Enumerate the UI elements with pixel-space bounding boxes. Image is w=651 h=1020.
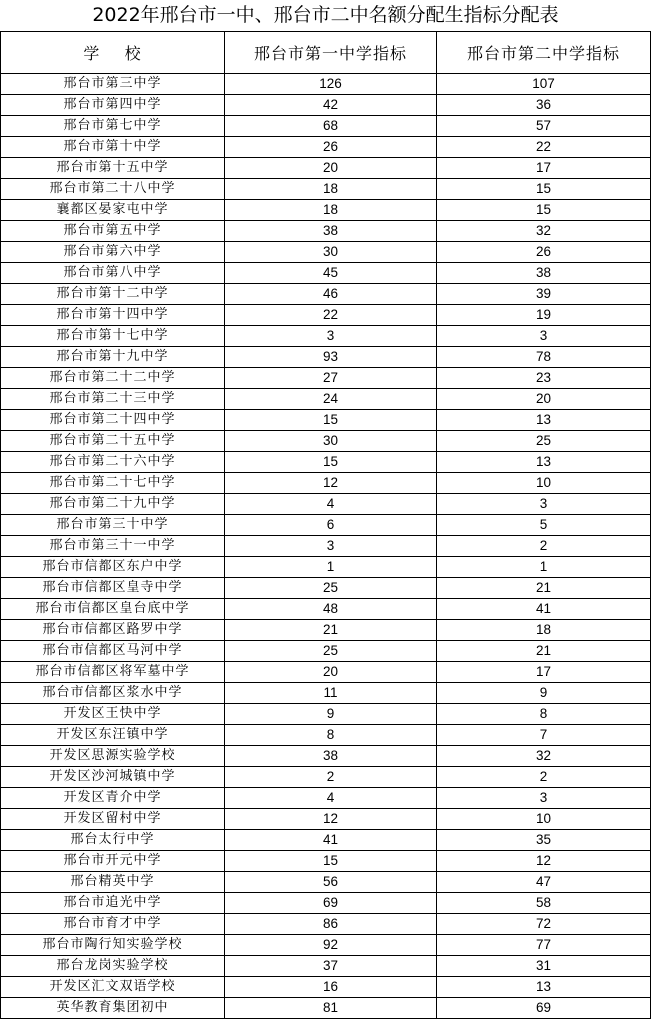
school-name-cell: 开发区沙河城镇中学 [1, 767, 225, 788]
first-school-quota-cell: 69 [225, 893, 437, 914]
first-school-quota-cell: 16 [225, 977, 437, 998]
school-name-cell: 开发区青介中学 [1, 788, 225, 809]
table-row [1, 557, 651, 578]
second-school-quota-cell: 32 [437, 746, 651, 767]
second-school-quota-cell: 41 [437, 599, 651, 620]
table-row [1, 410, 651, 431]
second-school-quota-cell: 10 [437, 473, 651, 494]
first-school-quota-cell: 12 [225, 809, 437, 830]
first-school-quota-cell: 45 [225, 263, 437, 284]
first-school-quota-cell: 93 [225, 347, 437, 368]
first-school-quota-cell: 42 [225, 95, 437, 116]
table-row [1, 137, 651, 158]
table-row [1, 95, 651, 116]
first-school-quota-cell: 12 [225, 473, 437, 494]
table-row [1, 200, 651, 221]
second-school-quota-cell: 23 [437, 368, 651, 389]
table-row [1, 914, 651, 935]
second-school-quota-cell: 1 [437, 557, 651, 578]
table-row [1, 704, 651, 725]
school-name-cell: 邢台市第二十五中学 [1, 431, 225, 452]
first-school-quota-cell: 20 [225, 662, 437, 683]
second-school-quota-cell: 2 [437, 767, 651, 788]
school-name-cell: 邢台市开元中学 [1, 851, 225, 872]
table-row [1, 872, 651, 893]
second-school-quota-cell: 58 [437, 893, 651, 914]
first-school-quota-cell: 38 [225, 746, 437, 767]
school-name-cell: 邢台市信都区皇寺中学 [1, 578, 225, 599]
first-school-quota-cell: 4 [225, 494, 437, 515]
school-name-cell: 开发区东汪镇中学 [1, 725, 225, 746]
first-school-quota-cell: 18 [225, 179, 437, 200]
first-school-quota-cell: 2 [225, 767, 437, 788]
second-school-quota-cell: 78 [437, 347, 651, 368]
school-name-cell: 邢台市信都区皇台底中学 [1, 599, 225, 620]
header-first-school-quota: 邢台市第一中学指标 [225, 32, 437, 74]
first-school-quota-cell: 15 [225, 851, 437, 872]
table-row [1, 368, 651, 389]
school-name-cell: 邢台市第二十四中学 [1, 410, 225, 431]
table-row [1, 830, 651, 851]
second-school-quota-cell: 19 [437, 305, 651, 326]
first-school-quota-cell: 22 [225, 305, 437, 326]
table-row [1, 221, 651, 242]
first-school-quota-cell: 86 [225, 914, 437, 935]
first-school-quota-cell: 18 [225, 200, 437, 221]
table-row [1, 347, 651, 368]
school-name-cell: 开发区思源实验学校 [1, 746, 225, 767]
table-row [1, 494, 651, 515]
second-school-quota-cell: 107 [437, 74, 651, 95]
school-name-cell: 邢台市育才中学 [1, 914, 225, 935]
second-school-quota-cell: 32 [437, 221, 651, 242]
header-second-school-quota: 邢台市第二中学指标 [437, 32, 651, 74]
first-school-quota-cell: 9 [225, 704, 437, 725]
second-school-quota-cell: 12 [437, 851, 651, 872]
table-row [1, 431, 651, 452]
school-name-cell: 开发区王快中学 [1, 704, 225, 725]
first-school-quota-cell: 6 [225, 515, 437, 536]
table-row [1, 116, 651, 137]
first-school-quota-cell: 46 [225, 284, 437, 305]
table-row [1, 725, 651, 746]
table-row [1, 326, 651, 347]
school-name-cell: 襄都区晏家屯中学 [1, 200, 225, 221]
first-school-quota-cell: 37 [225, 956, 437, 977]
table-row [1, 179, 651, 200]
school-name-cell: 邢台市第二十九中学 [1, 494, 225, 515]
school-name-cell: 邢台市第三十中学 [1, 515, 225, 536]
school-name-cell: 邢台市第六中学 [1, 242, 225, 263]
second-school-quota-cell: 3 [437, 788, 651, 809]
school-name-cell: 邢台市第四中学 [1, 95, 225, 116]
school-name-cell: 邢台市第二十二中学 [1, 368, 225, 389]
second-school-quota-cell: 25 [437, 431, 651, 452]
second-school-quota-cell: 36 [437, 95, 651, 116]
school-name-cell: 邢台市信都区东户中学 [1, 557, 225, 578]
second-school-quota-cell: 22 [437, 137, 651, 158]
second-school-quota-cell: 77 [437, 935, 651, 956]
table-row [1, 746, 651, 767]
school-name-cell: 邢台市第十中学 [1, 137, 225, 158]
school-name-cell: 邢台龙岗实验学校 [1, 956, 225, 977]
school-name-cell: 邢台市第十五中学 [1, 158, 225, 179]
table-row [1, 893, 651, 914]
table-row [1, 305, 651, 326]
school-name-cell: 邢台太行中学 [1, 830, 225, 851]
table-row [1, 851, 651, 872]
first-school-quota-cell: 25 [225, 641, 437, 662]
first-school-quota-cell: 30 [225, 431, 437, 452]
second-school-quota-cell: 17 [437, 158, 651, 179]
school-name-cell: 邢台市第十四中学 [1, 305, 225, 326]
school-name-cell: 邢台市第三中学 [1, 74, 225, 95]
table-body [1, 74, 651, 1019]
first-school-quota-cell: 38 [225, 221, 437, 242]
school-name-cell: 开发区汇文双语学校 [1, 977, 225, 998]
school-name-cell: 邢台市信都区路罗中学 [1, 620, 225, 641]
second-school-quota-cell: 69 [437, 998, 651, 1019]
first-school-quota-cell: 68 [225, 116, 437, 137]
second-school-quota-cell: 21 [437, 578, 651, 599]
table-row [1, 935, 651, 956]
second-school-quota-cell: 7 [437, 725, 651, 746]
second-school-quota-cell: 35 [437, 830, 651, 851]
second-school-quota-cell: 5 [437, 515, 651, 536]
table-row [1, 263, 651, 284]
first-school-quota-cell: 126 [225, 74, 437, 95]
first-school-quota-cell: 4 [225, 788, 437, 809]
second-school-quota-cell: 26 [437, 242, 651, 263]
second-school-quota-cell: 21 [437, 641, 651, 662]
table-row [1, 284, 651, 305]
school-name-cell: 邢台市信都区浆水中学 [1, 683, 225, 704]
first-school-quota-cell: 11 [225, 683, 437, 704]
second-school-quota-cell: 2 [437, 536, 651, 557]
table-row [1, 956, 651, 977]
first-school-quota-cell: 3 [225, 326, 437, 347]
table-row [1, 809, 651, 830]
second-school-quota-cell: 15 [437, 200, 651, 221]
school-name-cell: 邢台精英中学 [1, 872, 225, 893]
table-row [1, 620, 651, 641]
first-school-quota-cell: 21 [225, 620, 437, 641]
school-name-cell: 邢台市第八中学 [1, 263, 225, 284]
table-row [1, 788, 651, 809]
second-school-quota-cell: 8 [437, 704, 651, 725]
school-name-cell: 邢台市第五中学 [1, 221, 225, 242]
table-row [1, 242, 651, 263]
school-name-cell: 邢台市信都区马河中学 [1, 641, 225, 662]
header-school: 学 校 [1, 32, 225, 74]
table-header-row [1, 32, 651, 74]
school-name-cell: 邢台市第二十八中学 [1, 179, 225, 200]
second-school-quota-cell: 13 [437, 410, 651, 431]
school-name-cell: 开发区留村中学 [1, 809, 225, 830]
table-row [1, 767, 651, 788]
first-school-quota-cell: 92 [225, 935, 437, 956]
first-school-quota-cell: 20 [225, 158, 437, 179]
first-school-quota-cell: 81 [225, 998, 437, 1019]
second-school-quota-cell: 13 [437, 452, 651, 473]
second-school-quota-cell: 18 [437, 620, 651, 641]
school-name-cell: 邢台市第十九中学 [1, 347, 225, 368]
first-school-quota-cell: 15 [225, 452, 437, 473]
school-name-cell: 英华教育集团初中 [1, 998, 225, 1019]
table-row [1, 641, 651, 662]
table-row [1, 662, 651, 683]
second-school-quota-cell: 39 [437, 284, 651, 305]
school-name-cell: 邢台市陶行知实验学校 [1, 935, 225, 956]
second-school-quota-cell: 38 [437, 263, 651, 284]
first-school-quota-cell: 25 [225, 578, 437, 599]
second-school-quota-cell: 47 [437, 872, 651, 893]
table-row [1, 515, 651, 536]
first-school-quota-cell: 30 [225, 242, 437, 263]
second-school-quota-cell: 31 [437, 956, 651, 977]
table-row [1, 683, 651, 704]
second-school-quota-cell: 15 [437, 179, 651, 200]
table-row [1, 158, 651, 179]
first-school-quota-cell: 27 [225, 368, 437, 389]
table-row [1, 998, 651, 1019]
first-school-quota-cell: 26 [225, 137, 437, 158]
second-school-quota-cell: 72 [437, 914, 651, 935]
table-row [1, 599, 651, 620]
first-school-quota-cell: 1 [225, 557, 437, 578]
second-school-quota-cell: 17 [437, 662, 651, 683]
table-row [1, 977, 651, 998]
first-school-quota-cell: 3 [225, 536, 437, 557]
school-name-cell: 邢台市追光中学 [1, 893, 225, 914]
school-name-cell: 邢台市第十二中学 [1, 284, 225, 305]
allocation-table [0, 31, 651, 1019]
page-title: 2022年邢台市一中、邢台市二中名额分配生指标分配表 [92, 4, 559, 26]
table-row [1, 74, 651, 95]
first-school-quota-cell: 48 [225, 599, 437, 620]
second-school-quota-cell: 3 [437, 494, 651, 515]
school-name-cell: 邢台市第二十七中学 [1, 473, 225, 494]
table-row [1, 389, 651, 410]
second-school-quota-cell: 20 [437, 389, 651, 410]
second-school-quota-cell: 10 [437, 809, 651, 830]
first-school-quota-cell: 8 [225, 725, 437, 746]
second-school-quota-cell: 9 [437, 683, 651, 704]
first-school-quota-cell: 24 [225, 389, 437, 410]
second-school-quota-cell: 3 [437, 326, 651, 347]
school-name-cell: 邢台市信都区将军墓中学 [1, 662, 225, 683]
school-name-cell: 邢台市第七中学 [1, 116, 225, 137]
school-name-cell: 邢台市第三十一中学 [1, 536, 225, 557]
first-school-quota-cell: 56 [225, 872, 437, 893]
school-name-cell: 邢台市第二十六中学 [1, 452, 225, 473]
school-name-cell: 邢台市第二十三中学 [1, 389, 225, 410]
table-row [1, 536, 651, 557]
second-school-quota-cell: 57 [437, 116, 651, 137]
school-name-cell: 邢台市第十七中学 [1, 326, 225, 347]
second-school-quota-cell: 13 [437, 977, 651, 998]
table-row [1, 578, 651, 599]
first-school-quota-cell: 15 [225, 410, 437, 431]
first-school-quota-cell: 41 [225, 830, 437, 851]
table-row [1, 452, 651, 473]
table-row [1, 473, 651, 494]
